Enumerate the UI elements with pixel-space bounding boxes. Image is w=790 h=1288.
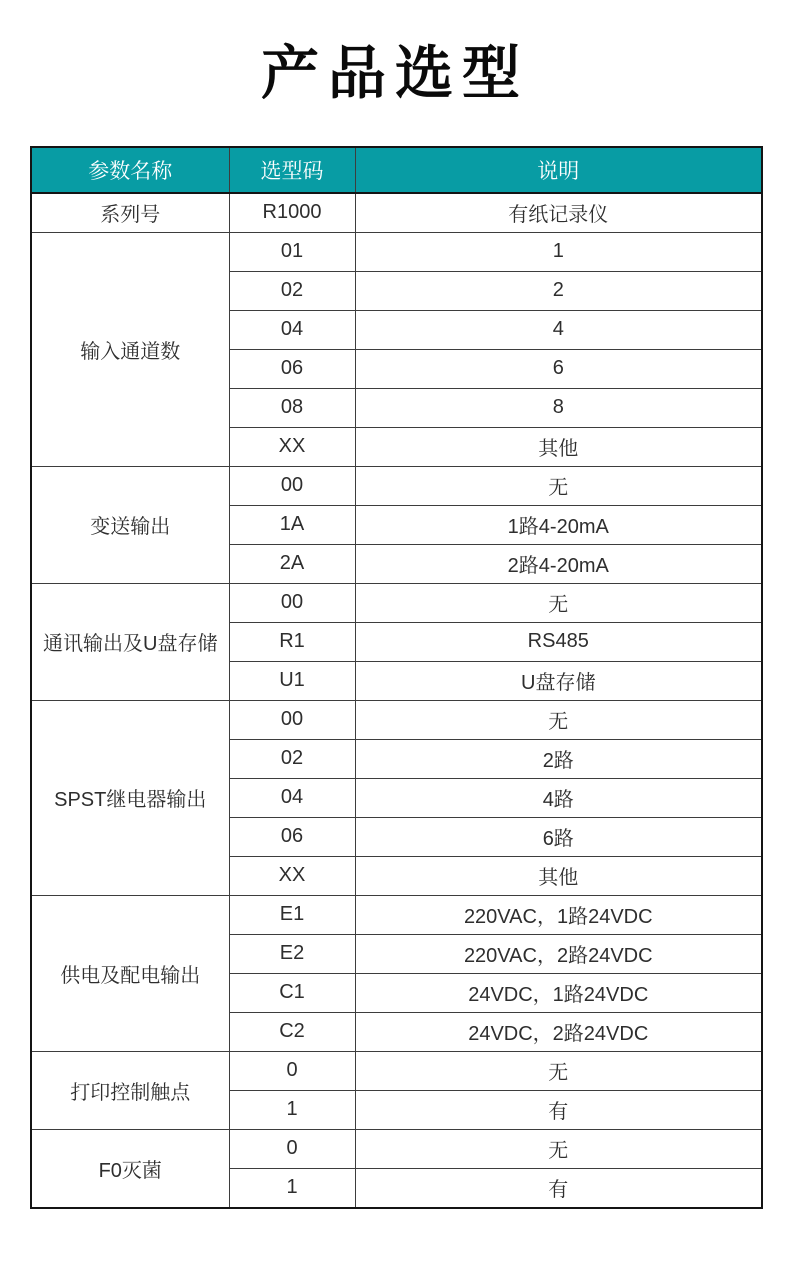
selection-code-cell: 1 (229, 1168, 355, 1208)
parameter-name-cell: 打印控制触点 (31, 1051, 229, 1129)
description-cell: 无 (355, 466, 762, 505)
description-cell: 有 (355, 1090, 762, 1129)
description-cell: 4 (355, 310, 762, 349)
selection-code-cell: 06 (229, 817, 355, 856)
description-cell: 无 (355, 1051, 762, 1090)
description-cell: 24VDC，1路24VDC (355, 973, 762, 1012)
selection-code-cell: 00 (229, 583, 355, 622)
selection-code-cell: 02 (229, 739, 355, 778)
description-cell: U盘存储 (355, 661, 762, 700)
selection-code-cell: 0 (229, 1051, 355, 1090)
description-cell: 无 (355, 1129, 762, 1168)
description-cell: 220VAC，1路24VDC (355, 895, 762, 934)
description-cell: 24VDC，2路24VDC (355, 1012, 762, 1051)
selection-code-cell: 06 (229, 349, 355, 388)
page-title: 产品选型 (260, 41, 529, 106)
table-row (31, 466, 762, 505)
selection-code-cell: R1000 (229, 193, 355, 233)
selection-code-cell: XX (229, 856, 355, 895)
table-row (31, 700, 762, 739)
selection-code-cell: C2 (229, 1012, 355, 1051)
description-cell: 2路4-20mA (355, 544, 762, 583)
description-cell: 220VAC，2路24VDC (355, 934, 762, 973)
description-cell: 1路4-20mA (355, 505, 762, 544)
parameter-name-cell: 变送输出 (31, 466, 229, 583)
selection-code-cell: 2A (229, 544, 355, 583)
description-cell: 6路 (355, 817, 762, 856)
table-row (31, 193, 762, 233)
selection-code-cell: 02 (229, 271, 355, 310)
description-cell: 8 (355, 388, 762, 427)
parameter-name-cell: 输入通道数 (31, 232, 229, 466)
selection-code-cell: 04 (229, 778, 355, 817)
selection-code-cell: 04 (229, 310, 355, 349)
table-row (31, 232, 762, 271)
table-row (31, 1129, 762, 1168)
selection-code-cell: E2 (229, 934, 355, 973)
column-header-description: 说明 (355, 147, 762, 193)
table-row (31, 583, 762, 622)
product-selection-table (30, 146, 763, 1209)
selection-code-cell: R1 (229, 622, 355, 661)
selection-code-cell: 1A (229, 505, 355, 544)
description-cell: 2 (355, 271, 762, 310)
description-cell: 有纸记录仪 (355, 193, 762, 233)
description-cell: 1 (355, 232, 762, 271)
description-cell: 其他 (355, 856, 762, 895)
table-body (31, 193, 762, 1208)
description-cell: 4路 (355, 778, 762, 817)
selection-code-cell: U1 (229, 661, 355, 700)
table-row (31, 895, 762, 934)
parameter-name-cell: 通讯输出及U盘存储 (31, 583, 229, 700)
selection-code-cell: 1 (229, 1090, 355, 1129)
selection-code-cell: C1 (229, 973, 355, 1012)
description-cell: 其他 (355, 427, 762, 466)
parameter-name-cell: 供电及配电输出 (31, 895, 229, 1051)
selection-code-cell: E1 (229, 895, 355, 934)
selection-code-cell: 01 (229, 232, 355, 271)
table-header-row (31, 147, 762, 193)
selection-code-cell: 08 (229, 388, 355, 427)
parameter-name-cell: 系列号 (31, 193, 229, 233)
parameter-name-cell: F0灭菌 (31, 1129, 229, 1208)
selection-code-cell: 00 (229, 466, 355, 505)
table-row (31, 1051, 762, 1090)
selection-code-cell: XX (229, 427, 355, 466)
column-header-selection-code: 选型码 (229, 147, 355, 193)
description-cell: 无 (355, 583, 762, 622)
description-cell: 2路 (355, 739, 762, 778)
column-header-parameter-name: 参数名称 (31, 147, 229, 193)
selection-code-cell: 00 (229, 700, 355, 739)
selection-code-cell: 0 (229, 1129, 355, 1168)
description-cell: RS485 (355, 622, 762, 661)
description-cell: 6 (355, 349, 762, 388)
description-cell: 无 (355, 700, 762, 739)
description-cell: 有 (355, 1168, 762, 1208)
parameter-name-cell: SPST继电器输出 (31, 700, 229, 895)
